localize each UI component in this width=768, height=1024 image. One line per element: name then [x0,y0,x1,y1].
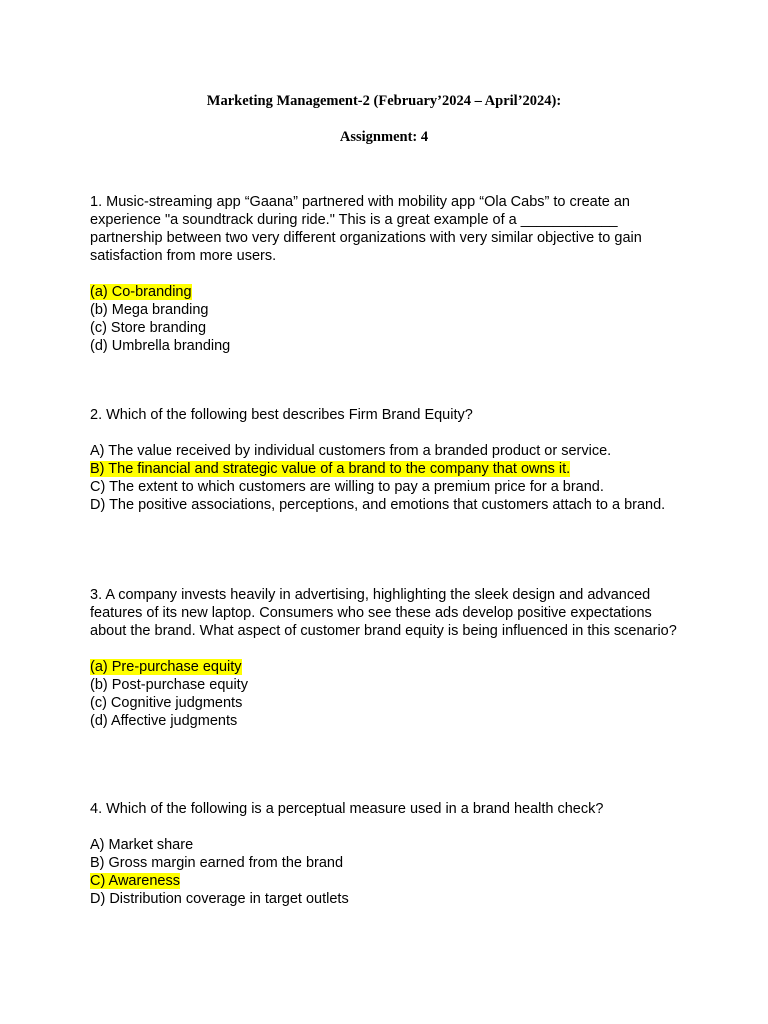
option-d: D) Distribution coverage in target outlets [90,891,349,907]
option-list [90,658,690,730]
option-c: (c) Cognitive judgments [90,695,243,711]
option-c: (c) Store branding [90,320,207,336]
assignment-heading: Assignment: 4 [339,129,429,145]
question-2 [90,406,690,514]
option-b: B) Gross margin earned from the brand [90,855,344,871]
question-text: 2. Which of the following best describes Firm Brand Equity? [90,407,473,423]
option-a-selected: (a) Co-branding [90,284,192,300]
option-list [90,442,690,514]
option-list [90,283,690,355]
question-text: 3. A company invests heavily in advertising, highlighting the sleek design and advanced features of its new laptop. Consumers who see these ads develop positive expectations about the brand. What aspect of customer brand equity is being influenced in this scenario? [90,587,677,639]
option-c: C) The extent to which customers are willing to pay a premium price for a brand. [90,479,604,495]
option-a: A) The value received by individual customers from a branded product or service. [90,443,612,459]
option-c-selected: C) Awareness [90,873,180,889]
question-1 [90,193,690,355]
option-d: (d) Affective judgments [90,713,238,729]
option-b: (b) Mega branding [90,302,209,318]
question-text: 4. Which of the following is a perceptual measure used in a brand health check? [90,801,604,817]
question-text: 1. Music-streaming app “Gaana” partnered with mobility app “Ola Cabs” to create an experience "a soundtrack during ride." This is a great example of a ____________ partnership between two very different organizations with very similar objective to gain satisfaction from more users. [90,194,642,264]
option-a-selected: (a) Pre-purchase equity [90,659,242,675]
question-3 [90,586,690,730]
option-d: (d) Umbrella branding [90,338,231,354]
option-b-selected: B) The financial and strategic value of a brand to the company that owns it. [90,461,571,477]
option-d: D) The positive associations, perceptions, and emotions that customers attach to a brand. [90,497,666,513]
question-4 [90,800,690,908]
option-b: (b) Post-purchase equity [90,677,248,693]
option-list [90,836,690,908]
option-a: A) Market share [90,837,194,853]
document-title: Marketing Management-2 (February’2024 – April’2024): [206,93,562,109]
